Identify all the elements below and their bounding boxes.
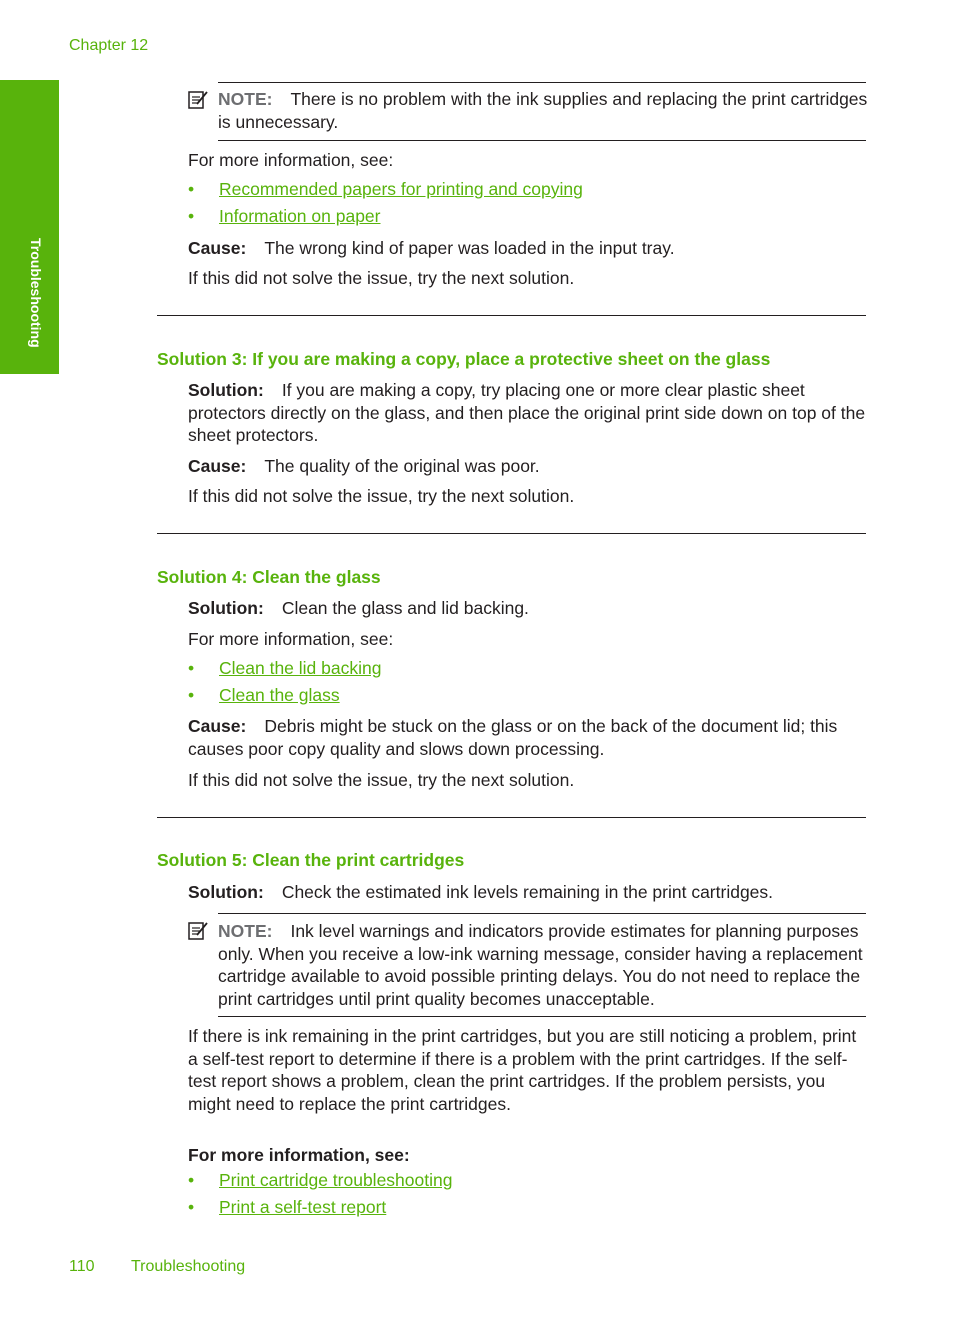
link-print-self-test-report[interactable]: Print a self-test report	[219, 1197, 387, 1217]
bullet-icon: •	[188, 206, 195, 226]
solution-5-body: If there is ink remaining in the print cartridges, but you are still noticing a problem, print a self-test report to determine if there is a problem with the print cartridges. If the self-test report shows a problem, clean the print cartridges. If the problem persists, you might need to replace the print cartridges.	[188, 1026, 857, 1114]
cause-paragraph	[188, 237, 868, 260]
chapter-label: Chapter 12	[69, 37, 149, 54]
bullet-icon: •	[188, 179, 195, 199]
page-number: 110	[69, 1258, 95, 1275]
solution-5-paragraph	[188, 881, 868, 904]
next-solution-text: If this did not solve the issue, try the next solution.	[188, 486, 575, 506]
note-bottom-rule	[218, 1016, 866, 1017]
section-divider	[157, 817, 866, 818]
note-1	[218, 88, 868, 133]
link-recommended-papers[interactable]: Recommended papers for printing and copying	[219, 179, 583, 199]
cause-label: Cause:	[188, 456, 247, 476]
cause-label: Cause:	[188, 716, 247, 736]
bullet-icon: •	[188, 1170, 195, 1190]
section-divider	[157, 533, 866, 534]
next-solution-text: If this did not solve the issue, try the next solution.	[188, 770, 575, 790]
note-label: NOTE:	[218, 921, 273, 941]
link-print-cartridge-troubleshooting[interactable]: Print cartridge troubleshooting	[219, 1170, 453, 1190]
bullet-icon: •	[188, 658, 195, 678]
note-label: NOTE:	[218, 89, 273, 109]
note-icon	[188, 921, 208, 941]
solution-4-text: Clean the glass and lid backing.	[281, 598, 529, 618]
solution-5-heading: Solution 5: Clean the print cartridges	[157, 850, 465, 870]
link-information-on-paper[interactable]: Information on paper	[219, 206, 381, 226]
cause-paragraph	[188, 455, 868, 478]
side-tab-label: Troubleshooting	[28, 238, 44, 348]
footer-section: Troubleshooting	[131, 1258, 246, 1275]
link-clean-glass[interactable]: Clean the glass	[219, 685, 340, 705]
note-top-rule	[218, 913, 866, 914]
cause-text: The quality of the original was poor.	[264, 456, 540, 476]
link-clean-lid-backing[interactable]: Clean the lid backing	[219, 658, 382, 678]
note-icon	[188, 90, 208, 110]
cause-paragraph	[188, 715, 868, 760]
cause-label: Cause:	[188, 238, 247, 258]
note-top-rule	[218, 82, 866, 83]
solution-4-heading: Solution 4: Clean the glass	[157, 567, 381, 587]
solution-3-text: If you are making a copy, try placing one or more clear plastic sheet protectors directly on the glass, and then place the original print side down on top of the sheet protectors.	[188, 380, 866, 446]
solution-label: Solution:	[188, 598, 264, 618]
note-2-text: Ink level warnings and indicators provide estimates for planning purposes only. When you receive a low-ink warning message, consider having a replacement cartridge available to avoid possible printing delays. You do not need to replace the print cartridges until print quality becomes unacceptable.	[218, 921, 863, 1009]
more-info-text: For more information, see:	[188, 150, 394, 170]
cause-text: Debris might be stuck on the glass or on the back of the document lid; this causes poor copy quality and slows down processing.	[188, 716, 838, 759]
bullet-icon: •	[188, 685, 195, 705]
solution-4-paragraph	[188, 597, 868, 620]
more-info-text: For more information, see:	[188, 1145, 410, 1165]
section-divider	[157, 315, 866, 316]
more-info-text: For more information, see:	[188, 629, 394, 649]
solution-5-text: Check the estimated ink levels remaining in the print cartridges.	[281, 882, 774, 902]
note-2	[218, 920, 868, 1010]
solution-3-heading: Solution 3: If you are making a copy, place a protective sheet on the glass	[157, 349, 771, 369]
cause-text: The wrong kind of paper was loaded in the input tray.	[264, 238, 675, 258]
bullet-icon: •	[188, 1197, 195, 1217]
solution-label: Solution:	[188, 380, 264, 400]
next-solution-text: If this did not solve the issue, try the next solution.	[188, 268, 575, 288]
note-bottom-rule	[218, 140, 866, 141]
solution-3-paragraph	[188, 379, 868, 447]
note-1-text: There is no problem with the ink supplies and replacing the print cartridges is unnecessary.	[218, 89, 868, 132]
solution-label: Solution:	[188, 882, 264, 902]
